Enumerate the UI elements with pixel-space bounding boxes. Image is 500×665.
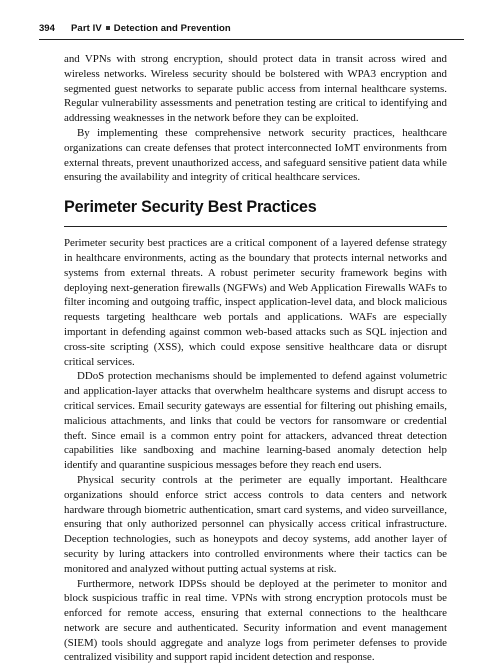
paragraph: DDoS protection mechanisms should be implemented to defend against volumetric and application-layer attacks that overwhelm healthcare systems and disrupt access to critical services. Email security gateways are essential for filtering out phishing emails, malicious attachments, and links that could be vectors for ransomware or credential theft. Since email is a common entry point for attackers, advanced threat detection capabilities like sandboxing and machine learning-based anomaly detection help identify and quarantine suspicious messages before they reach end users. — [64, 369, 447, 473]
section-title: Detection and Prevention — [114, 23, 231, 34]
separator-square-icon — [106, 26, 110, 30]
paragraph: and VPNs with strong encryption, should protect data in transit across wired and wireless networks. Wireless security should be bolstered with WPA3 encryption and segmented guest networks to separate public access from internal healthcare systems. Regular vulnerability assessments and penetration testing are critical to identifying and addressing weaknesses in the network before they can be exploited. — [64, 52, 447, 126]
body-text — [64, 52, 447, 665]
part-label: Part IV — [71, 23, 102, 34]
section-heading: Perimeter Security Best Practices — [64, 197, 447, 217]
running-header — [39, 18, 464, 44]
header-rule — [39, 39, 464, 40]
paragraph: By implementing these comprehensive network security practices, healthcare organizations can create defenses that protect interconnected IoMT environments from external threats, prevent unauthorized access, and safeguard sensitive patient data while ensuring the availability and integrity of critical healthcare services. — [64, 126, 447, 185]
heading-rule — [64, 226, 447, 227]
paragraph: Perimeter security best practices are a critical component of a layered defense strategy in healthcare environments, acting as the boundary that protects internal networks and systems from external threats. A robust perimeter security framework begins with deploying next-generation firewalls (NGFWs) and Web Application Firewalls WAFs to filter incoming and outgoing traffic, inspect application-level data, and block malicious requests targeting healthcare web portals and applications. WAFs are especially important in defending against common web-based attacks such as SQL injection and cross-site scripting (XSS), which could expose sensitive healthcare data or disrupt critical services. — [64, 236, 447, 369]
paragraph: Furthermore, network IDPSs should be deployed at the perimeter to monitor and block suspicious traffic in real time. VPNs with strong encryption protocols must be enforced for remote access, ensuring that external connections to the healthcare network are secure and authenticated. Security information and event management (SIEM) tools should aggregate and analyze logs from perimeter defenses to provide centralized visibility and support rapid incident detection and response. — [64, 577, 447, 665]
running-title — [71, 23, 231, 34]
paragraph: Physical security controls at the perimeter are equally important. Healthcare organizations should enforce strict access controls to data centers and network hardware through biometric authentication, smart card systems, and video surveillance, ensuring that only authorized personnel can physically access critical infrastructure. Deception technologies, such as honeypots and decoy systems, add another layer of security by luring attackers into controlled environments where their tactics can be monitored and analyzed without putting actual systems at risk. — [64, 473, 447, 577]
page-number: 394 — [39, 23, 55, 34]
